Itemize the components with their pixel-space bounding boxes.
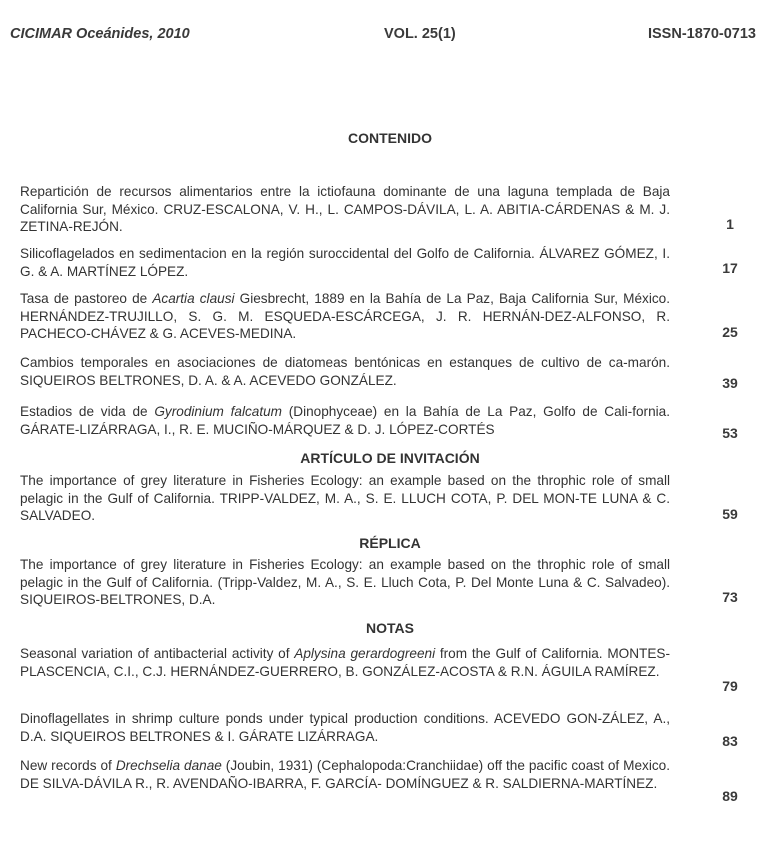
issn-number: ISSN-1870-0713 [647,26,756,42]
species-name: Drechselia danae [115,758,222,773]
entry-text: The importance of grey literature in Fisheries Ecology: an example based on the throphic role of small pelagic in the Gulf of California. TRIPP-VALDEZ, M. A., S. E. LLUCH COTA, P. DEL MON-TE LUNA & C. SALVADEO. [20,473,670,523]
section-title-notas: NOTAS [366,620,414,636]
page-number: 83 [722,733,738,749]
page-number: 79 [722,678,738,694]
page-number: 59 [722,506,738,522]
journal-header [0,26,780,46]
entry-text: Silicoflagelados en sedimentacion en la región suroccidental del Golfo de California. ÁLVAREZ GÓMEZ, I. G. & A. MARTÍNEZ LÓPEZ. [20,246,670,279]
section-title-contenido: CONTENIDO [348,130,432,146]
entry-text: Repartición de recursos alimentarios entre la ictiofauna dominante de una laguna templada de Baja California Sur, México. CRUZ-ESCALONA, V. H., L. CAMPOS-DÁVILA, L. A. ABITIA-CÁRDENAS & M. J. ZETINA-REJÓN. [20,184,670,234]
entry-text: from the Gulf of California. MONTES-PLASCENCIA, C.I., C.J. HERNÁNDEZ-GUERRERO, B. GONZÁLEZ-ACOSTA & R.N. ÁGUILA RAMÍREZ. [20,646,671,679]
toc-entry[interactable] [20,472,670,525]
species-name: Gyrodinium falcatum [154,404,282,419]
toc-entry[interactable] [20,245,670,280]
entry-text: Giesbrecht, 1889 en la Bahía de La Paz, Baja California Sur, México. HERNÁNDEZ-TRUJILLO, S. G. M. ESQUEDA-ESCÁRCEGA, J. R. HERNÁN-DEZ-ALFONSO, R. PACHECO-CHÁVEZ & G. ACEVES-MEDINA. [20,291,670,341]
entry-text: New records of [20,758,116,773]
entry-text: Dinoflagellates in shrimp culture ponds under typical production conditions. ACEVEDO GON-ZÁLEZ, A., D.A. SIQUEIROS BELTRONES & I. GÁRATE LIZÁRRAGA. [20,711,670,744]
volume-number: VOL. 25(1) [384,26,456,42]
journal-name: CICIMAR Oceánides, 2010 [10,26,190,42]
entry-text: Cambios temporales en asociaciones de diatomeas bentónicas en estanques de cultivo de ca-marón. SIQUEIROS BELTRONES, D. A. & A. ACEVEDO GONZÁLEZ. [20,355,670,388]
page-number: 89 [722,788,738,804]
entry-text: (Dinophyceae) en la Bahía de La Paz, Golfo de Cali-fornia. GÁRATE-LIZÁRRAGA, I., R. E. MUCIÑO-MÁRQUEZ & D. J. LÓPEZ-CORTÉS [20,404,670,437]
toc-entry[interactable] [20,556,670,609]
entry-text: The importance of grey literature in Fisheries Ecology: an example based on the throphic role of small pelagic in the Gulf of California. (Tripp-Valdez, M. A., S. E. Lluch Cota, P. Del Monte Luna & C. Salvadeo). SIQUEIROS-BELTRONES, D.A. [20,557,670,607]
page-number: 1 [726,216,734,232]
page-number: 17 [722,260,738,276]
entry-text: Tasa de pastoreo de [20,291,153,306]
entry-text: (Joubin, 1931) (Cephalopoda:Cranchiidae) off the pacific coast of Mexico. DE SILVA-DÁVILA R., R. AVENDAÑO-IBARRA, F. GARCÍA- DOMÍNGUEZ & R. SALDIERNA-MARTÍNEZ. [20,758,670,791]
toc-entry[interactable] [20,757,670,792]
page-number: 25 [722,324,738,340]
toc-entry[interactable] [20,183,670,236]
entry-text: Seasonal variation of antibacterial activity of [20,646,295,661]
toc-entry[interactable] [20,354,670,389]
page-number: 73 [722,589,738,605]
species-name: Acartia clausi [152,291,235,306]
toc-entry[interactable] [20,710,670,745]
page-number: 39 [722,375,738,391]
toc-entry[interactable] [20,403,670,438]
section-title-invitacion: ARTÍCULO DE INVITACIÓN [300,450,480,466]
page-number: 53 [722,425,738,441]
section-title-replica: RÉPLICA [359,535,421,551]
species-name: Aplysina gerardogreeni [294,646,436,661]
entry-text: Estadios de vida de [20,404,155,419]
toc-entry[interactable] [20,290,670,343]
toc-entry[interactable] [20,645,670,680]
